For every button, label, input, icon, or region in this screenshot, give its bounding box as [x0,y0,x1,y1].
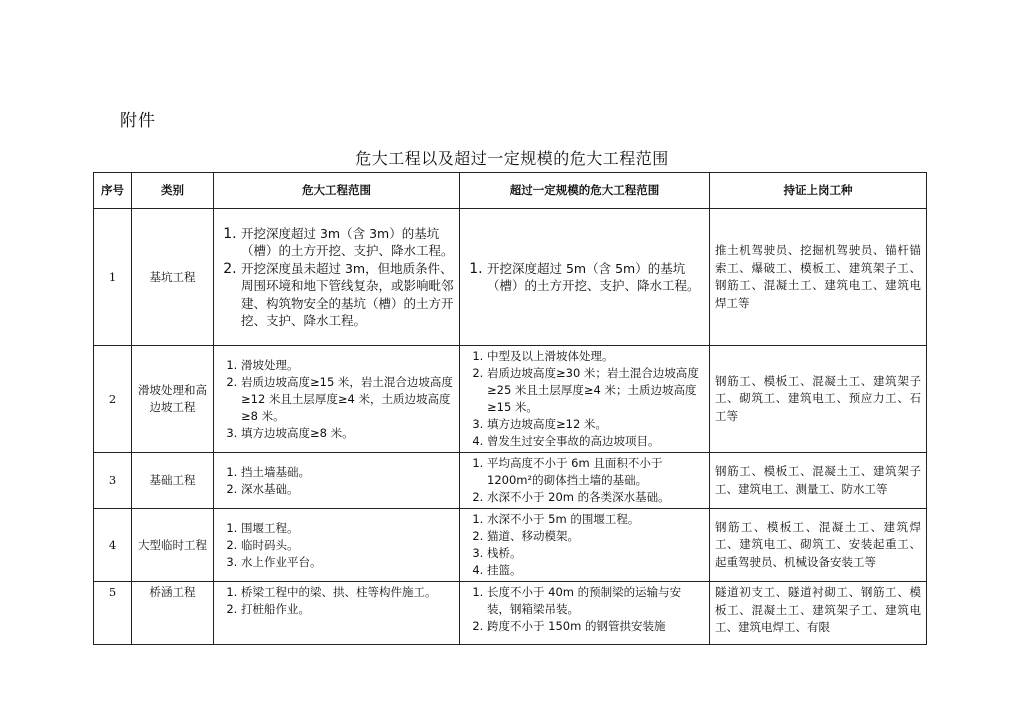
row-number: 5 [94,582,132,645]
list-item: 2. 猫道、移动模架。 [487,528,704,545]
list-item: 1. 水深不小于 5m 的围堰工程。 [487,511,704,528]
row-scope [214,209,460,346]
list-item: 2. 跨度不小于 150m 的钢管拱安装施 [487,618,704,635]
list-item: 1. 开挖深度超过 3m（含 3m）的基坑（槽）的土方开挖、支护、降水工程。 [241,225,454,260]
table-row [94,346,927,453]
row-category: 基础工程 [132,453,214,509]
row-category: 桥涵工程 [132,582,214,645]
table-row [94,453,927,509]
list-item: 1. 挡土墙基础。 [241,464,454,481]
list-item: 2. 开挖深度虽未超过 3m，但地质条件、周围环境和地下管线复杂，或影响毗邻建、构筑物安全的基坑（槽）的土方开挖、支护、降水工程。 [241,260,454,330]
list-item: 1. 围堰工程。 [241,520,454,537]
row-large-scope [460,582,710,645]
hazard-scope-table [93,172,927,645]
header-no: 序号 [94,173,132,209]
list-item: 2. 临时码头。 [241,537,454,554]
list-item: 4. 挂篮。 [487,562,704,579]
list-item: 1. 长度不小于 40m 的预制梁的运输与安装，钢箱梁吊装。 [487,584,704,618]
list-item: 3. 栈桥。 [487,545,704,562]
list-item: 2. 水深不小于 20m 的各类深水基础。 [487,489,704,506]
row-workers: 隧道初支工、隧道衬砌工、钢筋工、模板工、混凝土工、建筑架子工、建筑电工、建筑电焊工、有限 [710,582,927,645]
table-row [94,209,927,346]
attachment-label: 附件 [120,111,156,131]
row-workers: 钢筋工、模板工、混凝土工、建筑焊工、建筑电工、砌筑工、安装起重工、起重驾驶员、机械设备安装工等 [710,509,927,582]
list-item: 1. 开挖深度超过 5m（含 5m）的基坑（槽）的土方开挖、支护、降水工程。 [487,260,704,295]
list-item: 2. 岩质边坡高度≥30 米；岩土混合边坡高度≥25 米且土层厚度≥4 米；土质边坡高度≥15 米。 [487,365,704,416]
row-workers: 钢筋工、模板工、混凝土工、建筑架子工、砌筑工、建筑电工、预应力工、石工等 [710,346,927,453]
row-number: 4 [94,509,132,582]
list-item: 3. 填方边坡高度≥8 米。 [241,425,454,442]
row-scope [214,346,460,453]
row-scope [214,453,460,509]
list-item: 3. 填方边坡高度≥12 米。 [487,416,704,433]
table-header-row [94,173,927,209]
row-large-scope [460,209,710,346]
row-number: 3 [94,453,132,509]
row-scope [214,509,460,582]
table-row [94,509,927,582]
header-category: 类别 [132,173,214,209]
row-large-scope [460,346,710,453]
row-number: 1 [94,209,132,346]
list-item: 4. 曾发生过安全事故的高边坡项目。 [487,433,704,450]
row-category: 基坑工程 [132,209,214,346]
row-scope [214,582,460,645]
list-item: 2. 岩质边坡高度≥15 米，岩土混合边坡高度≥12 米且土层厚度≥4 米，土质边坡高度≥8 米。 [241,374,454,425]
table-row [94,582,927,645]
list-item: 2. 打桩船作业。 [241,601,454,618]
row-workers: 推土机驾驶员、挖掘机驾驶员、锚杆锚索工、爆破工、模板工、建筑架子工、钢筋工、混凝土工、建筑电工、建筑电焊工等 [710,209,927,346]
list-item: 1. 桥梁工程中的梁、拱、柱等构件施工。 [241,584,454,601]
row-category: 大型临时工程 [132,509,214,582]
header-workers: 持证上岗工种 [710,173,927,209]
row-category: 滑坡处理和高边坡工程 [132,346,214,453]
row-large-scope [460,509,710,582]
row-workers: 钢筋工、模板工、混凝土工、建筑架子工、建筑电工、测量工、防水工等 [710,453,927,509]
row-number: 2 [94,346,132,453]
list-item: 1. 滑坡处理。 [241,357,454,374]
list-item: 1. 平均高度不小于 6m 且面积不小于 1200m²的砌体挡土墙的基础。 [487,455,704,489]
document-title: 危大工程以及超过一定规模的危大工程范围 [355,149,669,168]
list-item: 1. 中型及以上滑坡体处理。 [487,348,704,365]
list-item: 2. 深水基础。 [241,481,454,498]
header-large-scope: 超过一定规模的危大工程范围 [460,173,710,209]
list-item: 3. 水上作业平台。 [241,554,454,571]
row-large-scope [460,453,710,509]
header-scope: 危大工程范围 [214,173,460,209]
